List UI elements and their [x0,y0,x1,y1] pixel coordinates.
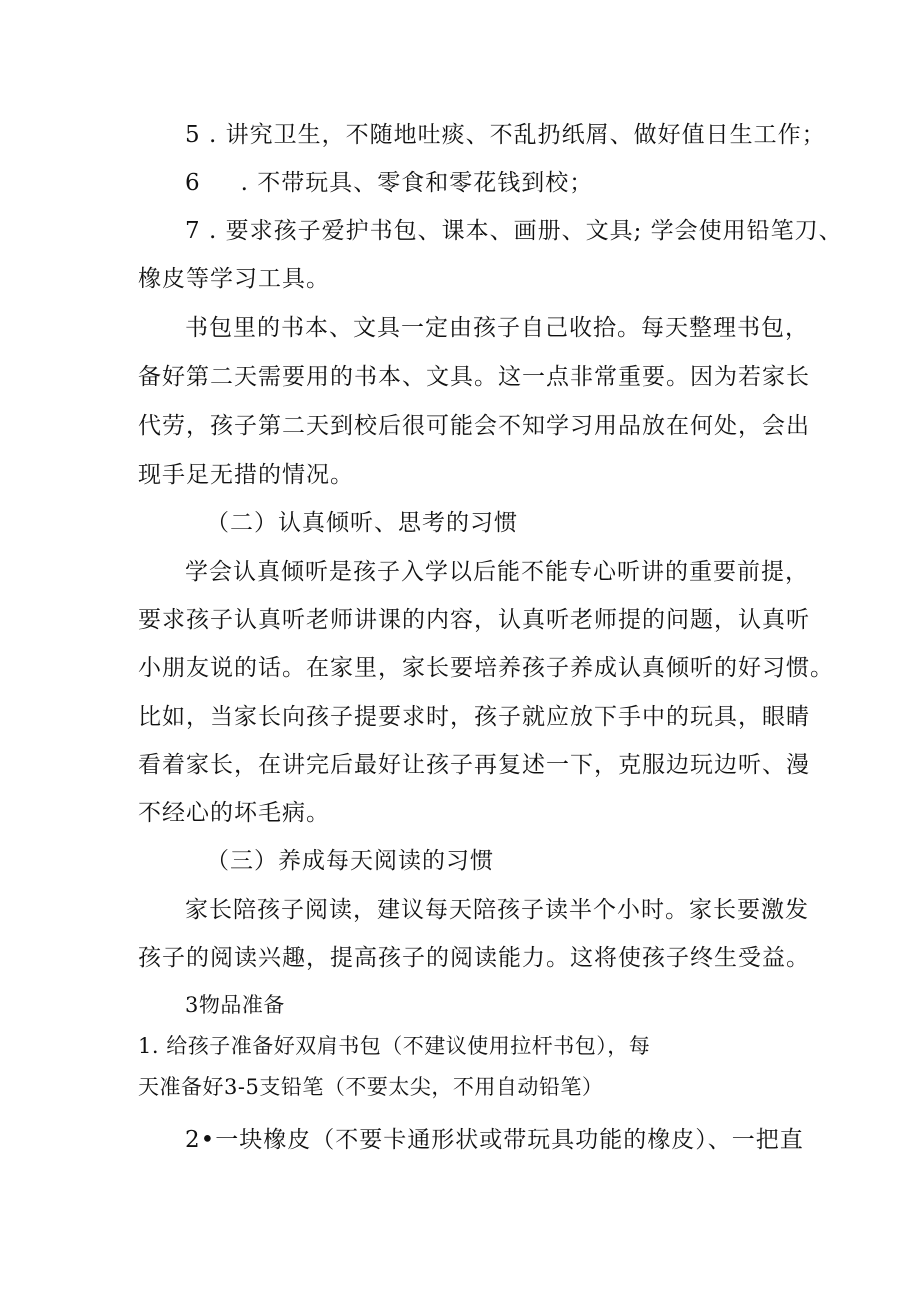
paragraph-2-line-4: 比如，当家长向孩子提要求时，孩子就应放下手中的玩具，眼睛 [138,704,810,730]
paragraph-2-line-2: 要求孩子认真听老师讲课的内容，认真听老师提的问题，认真听 [138,607,810,633]
list-item-6-number: 6 [185,170,201,196]
supply-item-2-line-1: 2•一块橡皮（不要卡通形状或带玩具功能的橡皮）、一把直 [185,1127,804,1153]
paragraph-1-line-3: 代劳，孩子第二天到校后很可能会不知学习用品放在何处，会出 [138,413,810,439]
supply-item-1-line-2: 天准备好3-5支铅笔（不要太尖，不用自动铅笔） [138,1075,604,1099]
paragraph-3-line-1: 家长陪孩子阅读，建议每天陪孩子读半个小时。家长要激发 [185,897,809,923]
paragraph-2-line-1: 学会认真倾听是孩子入学以后能不能专心听讲的重要前提， [185,559,809,585]
list-item-7-line-2: 橡皮等学习工具。 [138,266,330,292]
list-item-6 [185,168,593,198]
section-title-supplies: 3物品准备 [185,993,285,1017]
section-heading-2: （二）认真倾听、思考的习惯 [206,510,518,536]
paragraph-2-line-6: 不经心的坏毛病。 [138,800,330,826]
section-heading-3: （三）养成每天阅读的习惯 [206,848,494,874]
list-item-7-line-1: 7 . 要求孩子爱护书包、课本、画册、文具; 学会使用铅笔刀、 [185,218,843,244]
paragraph-2-line-5: 看着家长，在讲完后最好让孩子再复述一下，克服边玩边听、漫 [138,752,810,778]
paragraph-1-line-4: 现手足无措的情况。 [138,462,354,488]
paragraph-1-line-2: 备好第二天需要用的书本、文具。这一点非常重要。因为若家长 [138,364,810,390]
supply-item-1-line-1: 1. 给孩子准备好双肩书包（不建议使用拉杆书包），每 [138,1034,651,1058]
paragraph-1-line-1: 书包里的书本、文具一定由孩子自己收拾。每天整理书包， [185,315,809,341]
paragraph-3-line-2: 孩子的阅读兴趣，提高孩子的阅读能力。这将使孩子终生受益。 [138,945,810,971]
list-item-6-text: . 不带玩具、零食和零花钱到校； [240,170,594,196]
paragraph-2-line-3: 小朋友说的话。在家里，家长要培养孩子养成认真倾听的好习惯。 [138,655,834,681]
list-item-5: 5 . 讲究卫生，不随地吐痰、不乱扔纸屑、做好值日生工作； [185,122,826,148]
